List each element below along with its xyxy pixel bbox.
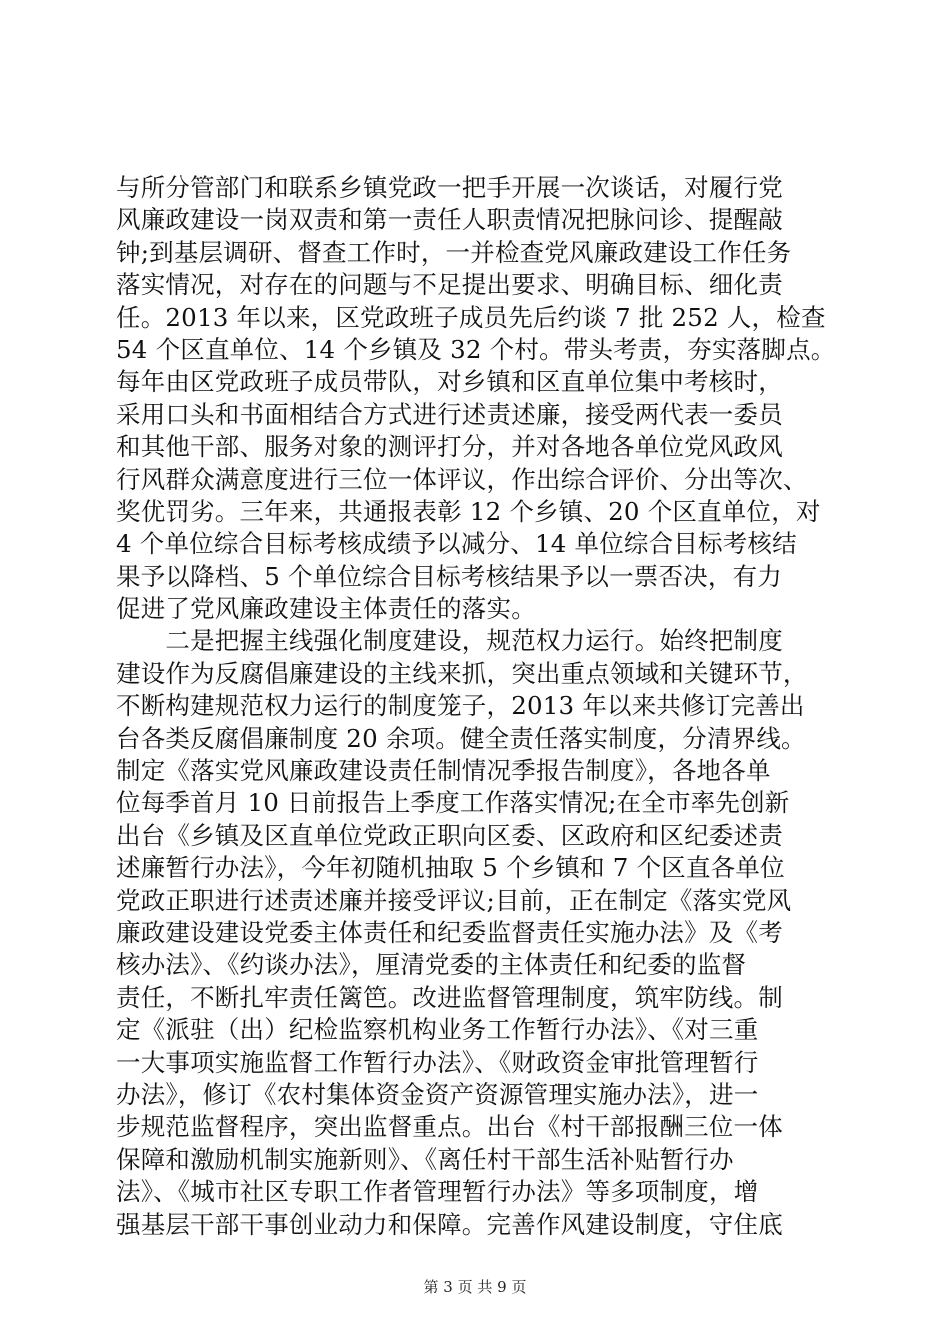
text-line: 4 个单位综合目标考核成绩予以减分、14 单位综合目标考核结 bbox=[116, 529, 797, 559]
text-line: 一大事项实施监督工作暂行办法》、《财政资金审批管理暂行 bbox=[116, 1047, 759, 1077]
text-line: 落实情况，对存在的问题与不足提出要求、明确目标、细化责 bbox=[116, 270, 783, 300]
text-line: 法》、《城市社区专职工作者管理暂行办法》等多项制度，增 bbox=[116, 1177, 759, 1207]
text-line: 建设作为反腐倡廉建设的主线来抓，突出重点领域和关键环节， bbox=[116, 658, 808, 688]
text-line: 钟;到基层调研、督查工作时，一并检查党风廉政建设工作任务 bbox=[116, 237, 792, 267]
text-line: 行风群众满意度进行三位一体评议，作出综合评价、分出等次、 bbox=[116, 464, 808, 494]
text-line: 任。2013 年以来，区党政班子成员先后约谈 7 批 252 人，检查 bbox=[116, 302, 826, 332]
text-line: 果予以降档、5 个单位综合目标考核结果予以一票否决，有力 bbox=[116, 561, 782, 591]
text-line: 不断构建规范权力运行的制度笼子，2013 年以来共修订完善出 bbox=[116, 691, 805, 721]
text-line: 责任，不断扎牢责任篱笆。改进监督管理制度，筑牢防线。制 bbox=[116, 982, 783, 1012]
text-line: 采用口头和书面相结合方式进行述责述廉，接受两代表一委员 bbox=[116, 399, 783, 429]
text-line: 位每季首月 10 日前报告上季度工作落实情况;在全市率先创新 bbox=[116, 788, 790, 818]
text-line: 述廉暂行办法》，今年初随机抽取 5 个乡镇和 7 个区直各单位 bbox=[116, 853, 785, 883]
text-line: 强基层干部干事创业动力和保障。完善作风建设制度，守住底 bbox=[116, 1209, 783, 1239]
text-line: 核办法》、《约谈办法》，厘清党委的主体责任和纪委的监督 bbox=[116, 950, 747, 980]
text-line: 和其他干部、服务对象的测评打分，并对各地各单位党风政风 bbox=[116, 432, 783, 462]
body-text bbox=[116, 172, 836, 1241]
text-line: 与所分管部门和联系乡镇党政一把手开展一次谈话，对履行党 bbox=[116, 173, 783, 202]
text-line: 党政正职进行述责述廉并接受评议;目前，正在制定《落实党风 bbox=[116, 885, 792, 915]
text-line: 二是把握主线强化制度建设，规范权力运行。始终把制度 bbox=[116, 626, 783, 656]
text-line: 每年由区党政班子成员带队，对乡镇和区直单位集中考核时， bbox=[116, 367, 783, 397]
page-number-footer: 第 3 页 共 9 页 bbox=[423, 1278, 527, 1296]
text-line: 保障和激励机制实施新则》、《离任村干部生活补贴暂行办 bbox=[116, 1144, 734, 1174]
text-line: 出台《乡镇及区直单位党政正职向区委、区政府和区纪委述责 bbox=[116, 820, 783, 850]
text-line: 步规范监督程序，突出监督重点。出台《村干部报酬三位一体 bbox=[116, 1112, 783, 1142]
text-line: 台各类反腐倡廉制度 20 余项。健全责任落实制度，分清界线。 bbox=[116, 723, 806, 753]
text-line: 制定《落实党风廉政建设责任制情况季报告制度》，各地各单 bbox=[116, 756, 771, 786]
text-line: 奖优罚劣。三年来，共通报表彰 12 个乡镇、20 个区直单位，对 bbox=[116, 496, 821, 526]
text-line: 办法》，修订《农村集体资金资产资源管理实施办法》，进一 bbox=[116, 1079, 759, 1109]
text-line: 定《派驻（出）纪检监察机构业务工作暂行办法》、《对三重 bbox=[116, 1015, 759, 1045]
text-line: 风廉政建设一岗双责和第一责任人职责情况把脉问诊、提醒敲 bbox=[116, 205, 783, 235]
text-line: 廉政建设建设党委主体责任和纪委监督责任实施办法》及《考 bbox=[116, 917, 783, 947]
text-line: 54 个区直单位、14 个乡镇及 32 个村。带头考责，夯实落脚点。 bbox=[116, 334, 836, 364]
text-line: 促进了党风廉政建设主体责任的落实。 bbox=[116, 594, 536, 624]
